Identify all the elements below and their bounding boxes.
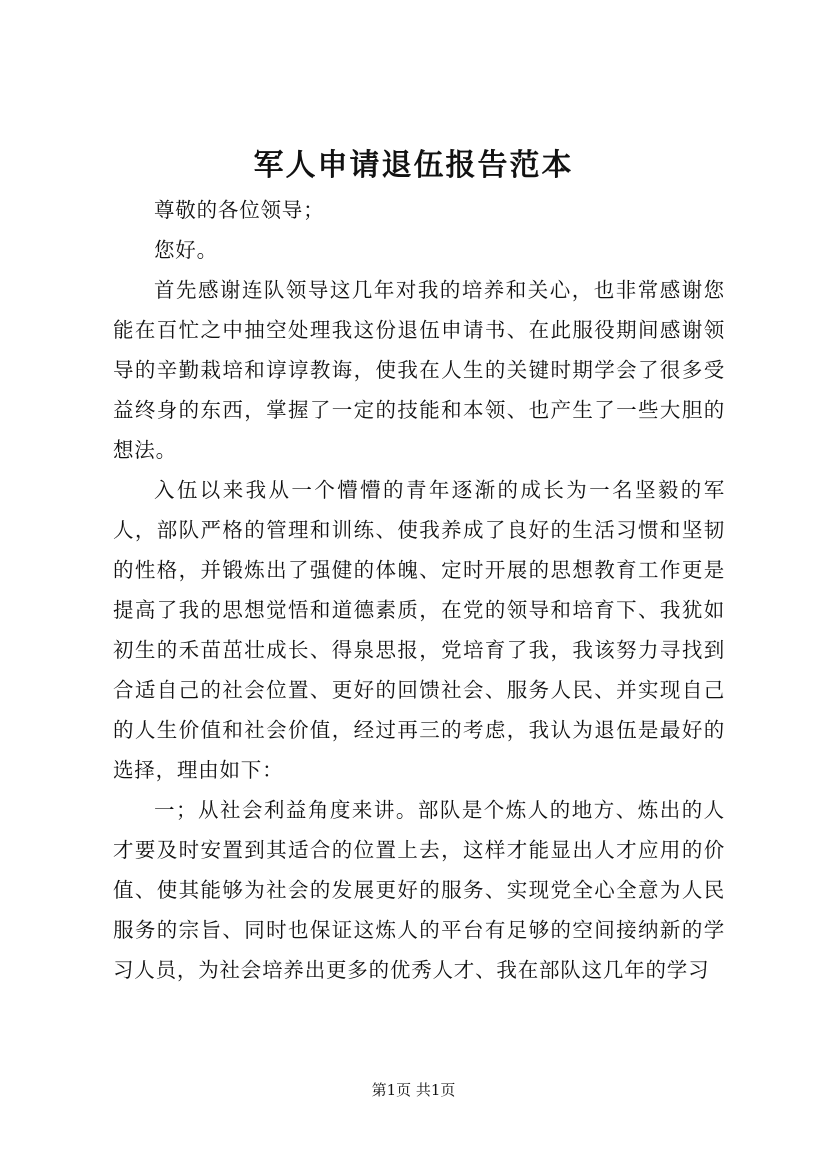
document-body xyxy=(113,190,725,990)
paragraph-growth: 入伍以来我从一个懵懵的青年逐渐的成长为一名坚毅的军人，部队严格的管理和训练、使我养成了良好的生活习惯和坚韧的性格，并锻炼出了强健的体魄、定时开展的思想教育工作更是提高了我的思想觉悟和道德素质，在党的领导和培育下、我犹如初生的禾苗茁壮成长、得泉思报，党培育了我，我该努力寻找到合适自己的社会位置、更好的回馈社会、服务人民、并实现自己的人生价值和社会价值，经过再三的考虑，我认为退伍是最好的选择，理由如下： xyxy=(113,478,725,782)
paragraph-gratitude: 首先感谢连队领导这几年对我的培养和关心，也非常感谢您能在百忙之中抽空处理我这份退伍申请书、在此服役期间感谢领导的辛勤栽培和谆谆教诲，使我在人生的关键时期学会了很多受益终身的东西，掌握了一定的技能和本领、也产生了一些大胆的想法。 xyxy=(113,278,725,462)
paragraph-reason-one: 一；从社会利益角度来讲。部队是个炼人的地方、炼出的人才要及时安置到其适合的位置上去，这样才能显出人才应用的价值、使其能够为社会的发展更好的服务、实现党全心全意为人民服务的宗旨、同时也保证这炼人的平台有足够的空间接纳新的学习人员，为社会培养出更多的优秀人才、我在部队这几年的学习 xyxy=(113,798,725,982)
document-title: 军人申请退伍报告范本 xyxy=(253,148,574,183)
salutation: 尊敬的各位领导； xyxy=(154,198,325,222)
greeting: 您好。 xyxy=(154,238,218,262)
page-footer: 第1页 共1页 xyxy=(371,1081,456,1099)
